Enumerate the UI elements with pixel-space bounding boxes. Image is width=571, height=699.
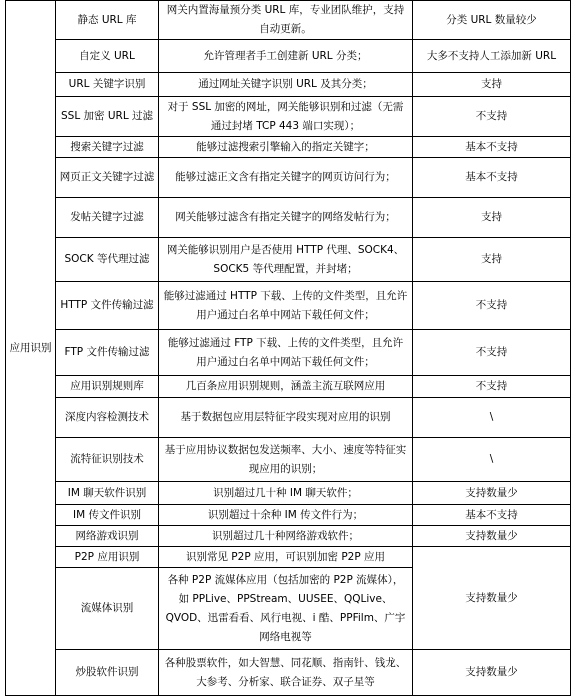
support-cell: 支持数量少 [413,650,571,696]
support-cell: 支持数量少 [413,526,571,547]
feature-cell: 静态 URL 库 [56,1,159,40]
feature-table [5,0,571,696]
support-cell: 支持 [413,198,571,238]
feature-cell: P2P 应用识别 [56,547,159,568]
table-row [6,198,571,238]
description-cell: 网关内置海量预分类 URL 库，专业团队维护，支持自动更新。 [159,1,413,40]
category-cell: 应用识别 [6,1,56,696]
table-row [6,137,571,158]
support-cell: 分类 URL 数量较少 [413,1,571,40]
feature-cell: URL 关键字识别 [56,73,159,97]
feature-cell: SOCK 等代理过滤 [56,238,159,282]
feature-cell: 炒股软件识别 [56,650,159,696]
table-row [6,238,571,282]
feature-cell: HTTP 文件传输过滤 [56,282,159,330]
feature-cell: 搜索关键字过滤 [56,137,159,158]
support-cell: 基本不支持 [413,137,571,158]
support-cell: 基本不支持 [413,158,571,198]
feature-cell: IM 聊天软件识别 [56,482,159,505]
feature-cell: SSL 加密 URL 过滤 [56,97,159,137]
description-cell: 识别超过十余种 IM 传文件行为； [159,505,413,526]
support-cell: 基本不支持 [413,505,571,526]
feature-cell: 网页正文关键字过滤 [56,158,159,198]
support-cell: 不支持 [413,282,571,330]
feature-cell: 流特征识别技术 [56,438,159,482]
description-cell: 识别超过几十种网络游戏软件； [159,526,413,547]
table-row [6,1,571,40]
description-cell: 各种股票软件，如大智慧、同花顺、指南针、钱龙、大参考、分析家、联合证券、双子星等 [159,650,413,696]
table-row [6,650,571,696]
description-cell: 识别常见 P2P 应用，可识别加密 P2P 应用 [159,547,413,568]
feature-cell: IM 传文件识别 [56,505,159,526]
table-row [6,376,571,398]
description-cell: 几百条应用识别规则，涵盖主流互联网应用 [159,376,413,398]
table-row [6,482,571,505]
feature-cell: 网络游戏识别 [56,526,159,547]
description-cell: 网关能够识别用户是否使用 HTTP 代理、SOCK4、SOCK5 等代理配置，并封堵； [159,238,413,282]
table-row [6,505,571,526]
feature-cell: 应用识别规则库 [56,376,159,398]
description-cell: 识别超过几十种 IM 聊天软件； [159,482,413,505]
feature-cell: 发帖关键字过滤 [56,198,159,238]
support-cell: \ [413,438,571,482]
support-cell: 不支持 [413,376,571,398]
table-row [6,547,571,568]
description-cell: 能够过滤正文含有指定关键字的网页访问行为； [159,158,413,198]
table-row [6,438,571,482]
feature-cell: 流媒体识别 [56,568,159,650]
description-cell: 通过网址关键字识别 URL 及其分类； [159,73,413,97]
description-cell: 能够过滤搜索引擎输入的指定关键字； [159,137,413,158]
description-cell: 基于应用协议数据包发送频率、大小、速度等特征实现应用的识别； [159,438,413,482]
description-cell: 各种 P2P 流媒体应用（包括加密的 P2P 流媒体），如 PPLive、PPStream、UUSEE、QQLive、QVOD、迅雷看看、风行电视、i 酷、PPFilm、广宇网络电视等 [159,568,413,650]
table-row [6,73,571,97]
description-cell: 允许管理者手工创建新 URL 分类； [159,40,413,73]
description-cell: 对于 SSL 加密的网址，网关能够识别和过滤（无需通过封堵 TCP 443 端口实现）； [159,97,413,137]
description-cell: 网关能够过滤含有指定关键字的网络发帖行为； [159,198,413,238]
table-row [6,398,571,438]
feature-cell: 深度内容检测技术 [56,398,159,438]
feature-cell: 自定义 URL [56,40,159,73]
feature-cell: FTP 文件传输过滤 [56,330,159,376]
table-row [6,158,571,198]
support-cell: 支持数量少 [413,547,571,650]
support-cell: 不支持 [413,97,571,137]
table-row [6,526,571,547]
support-cell: 不支持 [413,330,571,376]
table-row [6,282,571,330]
description-cell: 能够过滤通过 HTTP 下载、上传的文件类型，且允许用户通过白名单中网站下载任何文件； [159,282,413,330]
table-row [6,40,571,73]
description-cell: 能够过滤通过 FTP 下载、上传的文件类型，且允许用户通过白名单中网站下载任何文件； [159,330,413,376]
support-cell: \ [413,398,571,438]
support-cell: 支持数量少 [413,482,571,505]
table-row [6,97,571,137]
support-cell: 支持 [413,73,571,97]
support-cell: 大多不支持人工添加新 URL [413,40,571,73]
description-cell: 基于数据包应用层特征字段实现对应用的识别 [159,398,413,438]
table-row [6,330,571,376]
support-cell: 支持 [413,238,571,282]
